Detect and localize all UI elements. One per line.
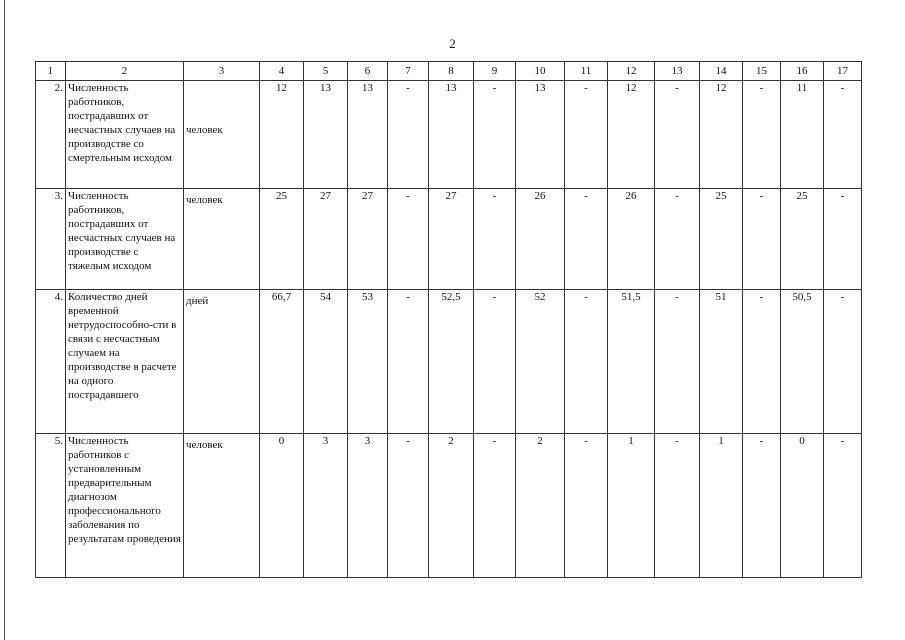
value-cell: 52 (516, 290, 565, 434)
value-cell: 27 (429, 189, 474, 290)
value-cell: 12 (608, 81, 655, 189)
header-cell: 13 (655, 62, 700, 81)
header-cell: 5 (304, 62, 348, 81)
row-unit: человек (184, 81, 260, 189)
value-cell: 3 (348, 434, 388, 578)
value-cell: 25 (260, 189, 304, 290)
value-cell: - (743, 189, 781, 290)
table-row (36, 81, 862, 189)
value-cell: 11 (781, 81, 824, 189)
value-cell: 66,7 (260, 290, 304, 434)
header-cell: 8 (429, 62, 474, 81)
value-cell: 3 (304, 434, 348, 578)
value-cell: 12 (700, 81, 743, 189)
value-cell: - (655, 81, 700, 189)
table-row (36, 290, 862, 434)
value-cell: 13 (304, 81, 348, 189)
indicators-table (35, 61, 862, 578)
value-cell: - (824, 189, 862, 290)
value-cell: - (474, 81, 516, 189)
row-number: 4. (36, 290, 66, 434)
row-description: Количество дней временной нетрудоспособно-сти в связи с несчастным случаем на производстве в расчете на одного пострадавшего (66, 290, 184, 434)
header-cell: 14 (700, 62, 743, 81)
value-cell: 51 (700, 290, 743, 434)
value-cell: - (474, 189, 516, 290)
row-unit: человек (184, 434, 260, 578)
header-cell: 7 (388, 62, 429, 81)
value-cell: - (565, 290, 608, 434)
value-cell: 12 (260, 81, 304, 189)
value-cell: 0 (781, 434, 824, 578)
value-cell: 27 (304, 189, 348, 290)
value-cell: 54 (304, 290, 348, 434)
value-cell: - (388, 81, 429, 189)
value-cell: 2 (516, 434, 565, 578)
table-row (36, 189, 862, 290)
row-unit: дней (184, 290, 260, 434)
value-cell: - (743, 434, 781, 578)
value-cell: 26 (516, 189, 565, 290)
value-cell: 51,5 (608, 290, 655, 434)
header-cell: 10 (516, 62, 565, 81)
value-cell: - (474, 434, 516, 578)
header-cell: 1 (36, 62, 66, 81)
row-description: Численность работников, пострадавших от несчастных случаев на производстве со смертельным исходом (66, 81, 184, 189)
value-cell: - (824, 81, 862, 189)
header-cell: 3 (184, 62, 260, 81)
header-cell: 6 (348, 62, 388, 81)
row-number: 2. (36, 81, 66, 189)
value-cell: 27 (348, 189, 388, 290)
value-cell: - (565, 434, 608, 578)
value-cell: - (388, 290, 429, 434)
header-cell: 15 (743, 62, 781, 81)
value-cell: 26 (608, 189, 655, 290)
value-cell: - (565, 81, 608, 189)
value-cell: 50,5 (781, 290, 824, 434)
value-cell: 13 (516, 81, 565, 189)
table-header-row (36, 62, 862, 81)
header-cell: 16 (781, 62, 824, 81)
value-cell: 53 (348, 290, 388, 434)
value-cell: - (655, 189, 700, 290)
value-cell: 1 (608, 434, 655, 578)
value-cell: - (743, 290, 781, 434)
value-cell: - (655, 290, 700, 434)
row-unit: человек (184, 189, 260, 290)
value-cell: - (388, 189, 429, 290)
value-cell: - (565, 189, 608, 290)
header-cell: 17 (824, 62, 862, 81)
value-cell: 25 (781, 189, 824, 290)
value-cell: 25 (700, 189, 743, 290)
value-cell: 1 (700, 434, 743, 578)
value-cell: - (824, 434, 862, 578)
value-cell: 13 (348, 81, 388, 189)
value-cell: 0 (260, 434, 304, 578)
header-cell: 2 (66, 62, 184, 81)
value-cell: 13 (429, 81, 474, 189)
value-cell: - (474, 290, 516, 434)
page-number: 2 (449, 36, 456, 51)
value-cell: 2 (429, 434, 474, 578)
row-description: Численность работников, пострадавших от несчастных случаев на производстве с тяжелым исходом (66, 189, 184, 290)
page-left-edge-line (4, 0, 5, 640)
table-row (36, 434, 862, 578)
row-number: 3. (36, 189, 66, 290)
value-cell: - (743, 81, 781, 189)
value-cell: 52,5 (429, 290, 474, 434)
header-cell: 11 (565, 62, 608, 81)
row-description: Численность работников с установленным предварительным диагнозом профессионального заболевания по результатам проведения (66, 434, 184, 578)
value-cell: - (655, 434, 700, 578)
value-cell: - (388, 434, 429, 578)
row-number: 5. (36, 434, 66, 578)
header-cell: 9 (474, 62, 516, 81)
header-cell: 12 (608, 62, 655, 81)
header-cell: 4 (260, 62, 304, 81)
value-cell: - (824, 290, 862, 434)
